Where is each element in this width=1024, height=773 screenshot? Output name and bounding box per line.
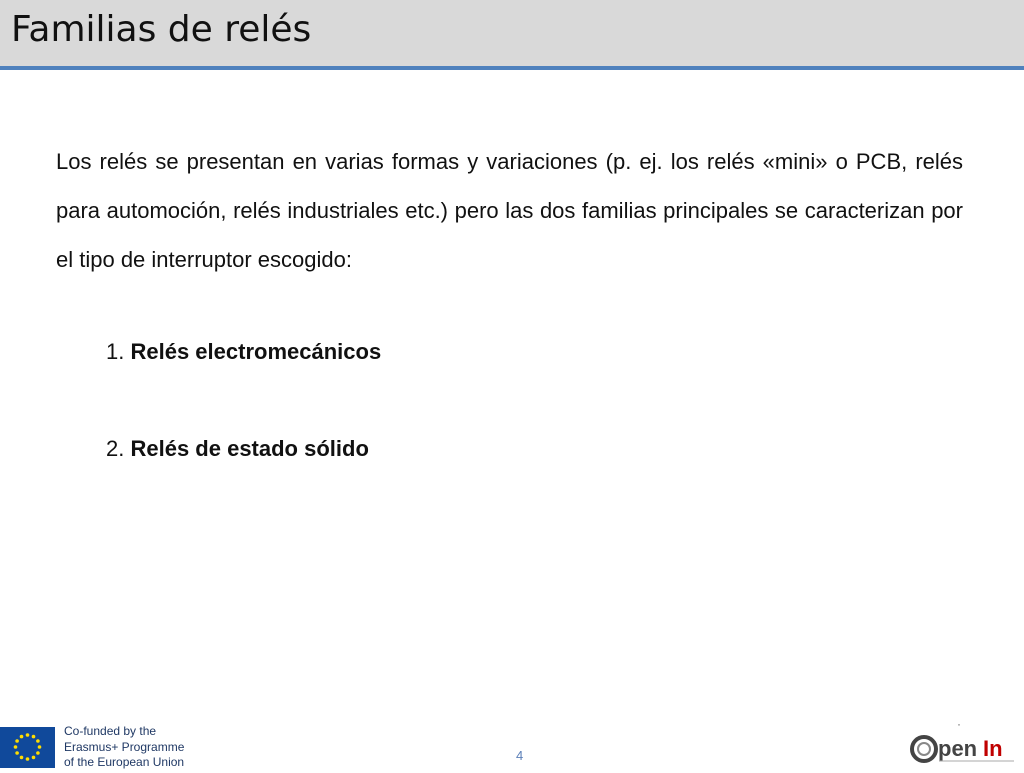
page-number: 4 [516,748,524,763]
list-item-number: 1. [106,339,125,364]
list-item-label: Relés electromecánicos [130,339,382,364]
eu-text-line: Erasmus+ Programme [64,739,185,754]
eu-text-line: of the European Union [64,755,185,769]
decorative-dot: · [957,717,961,731]
list-item-1 [106,339,381,365]
eu-cofunding-text [64,724,184,771]
svg-text:In: In [983,736,1003,761]
title-bar [0,0,1024,66]
title-underline [0,66,1024,70]
svg-text:pen: pen [938,736,978,761]
slide-title: Familias de relés [11,9,312,50]
list-item-2 [106,436,369,462]
list-item-number: 2. [106,436,125,461]
eu-flag-icon [0,727,55,768]
list-item-label: Relés de estado sólido [130,436,369,461]
open-in-logo [904,729,1024,768]
eu-text-line: Co-funded by the [64,724,157,738]
intro-paragraph: Los relés se presentan en varias formas y variaciones (p. ej. los relés «mini» o PCB, relés para automoción, relés industriales etc.) pero las dos familias principales se caracterizan por el tipo de interruptor escogido: [56,149,963,272]
